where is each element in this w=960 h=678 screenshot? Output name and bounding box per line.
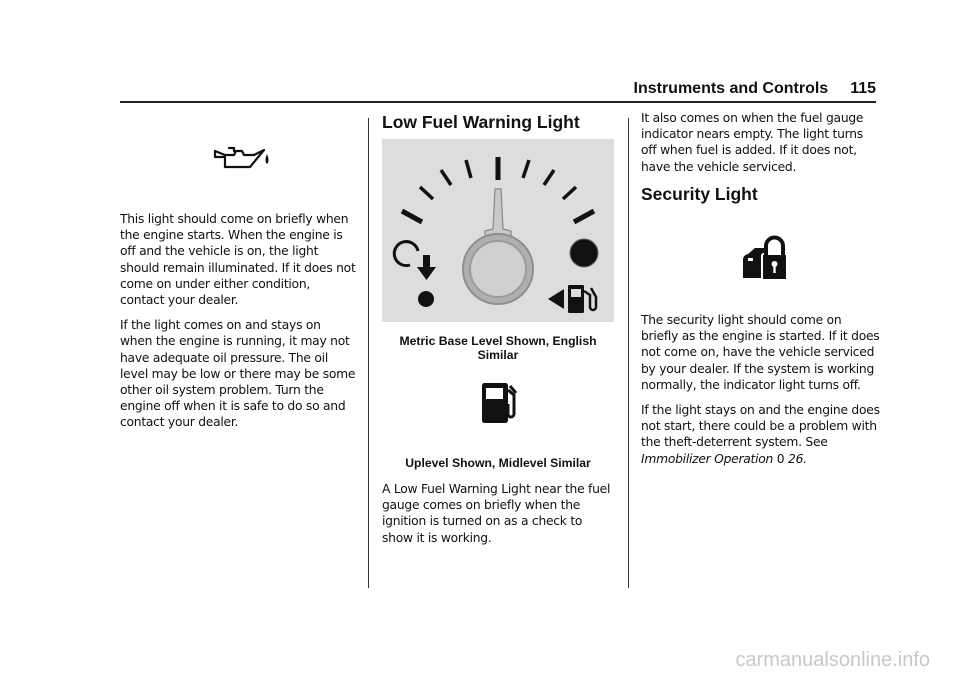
oil-paragraph-2: If the light comes on and stays on when the engine is running, it may not have adequate oil pressure. The oil level may be low or there may be some other oil system problem. Turn the engine off when it is safe to do so and contact your dealer.: [120, 318, 356, 430]
section-title: Instruments and Controls: [633, 80, 829, 97]
security-paragraph-2: If the light stays on and the engine does not start, there could be a problem with the theft-deterrent system. See Immobilizer Operation 0 26.: [641, 403, 880, 466]
fuel-paragraph-continued: It also comes on when the fuel gauge indicator nears empty. The light turns off when fuel is added. If it does not, have the vehicle serviced.: [641, 111, 864, 174]
pump-caption: Uplevel Shown, Midlevel Similar: [405, 456, 591, 470]
security-title: Security Light: [641, 184, 758, 204]
security-paragraph-1: The security light should come on briefly as the engine is started. If it does not come on, have the vehicle serviced by your dealer. If the system is working normally, the indicator light turns off.: [641, 313, 880, 392]
oil-paragraph-1: This light should come on briefly when the engine starts. When the engine is off and the vehicle is on, the light should remain illuminated. If it does not come on under either condition, contact your dealer.: [120, 212, 356, 308]
ref-symbol: 0: [776, 451, 785, 466]
fuel-gauge-icon: [382, 139, 614, 322]
oil-pressure-icon: [212, 143, 274, 173]
immobilizer-link[interactable]: Immobilizer Operation: [641, 451, 774, 466]
page-header: [634, 80, 877, 98]
header-rule: [120, 101, 876, 103]
car-lock-icon: [742, 234, 788, 282]
low-fuel-title: Low Fuel Warning Light: [382, 112, 580, 132]
page-number: 115: [850, 80, 876, 97]
column-divider: [368, 118, 369, 588]
ref-page[interactable]: 26.: [788, 451, 807, 466]
fuel-pump-icon: [480, 380, 520, 426]
column-divider: [628, 118, 629, 588]
watermark: carmanualsonline.info: [735, 649, 930, 671]
low-fuel-paragraph: A Low Fuel Warning Light near the fuel gauge comes on briefly when the ignition is turned on as a check to show it is working.: [382, 482, 611, 545]
gauge-caption: Metric Base Level Shown, English Similar: [399, 334, 597, 362]
